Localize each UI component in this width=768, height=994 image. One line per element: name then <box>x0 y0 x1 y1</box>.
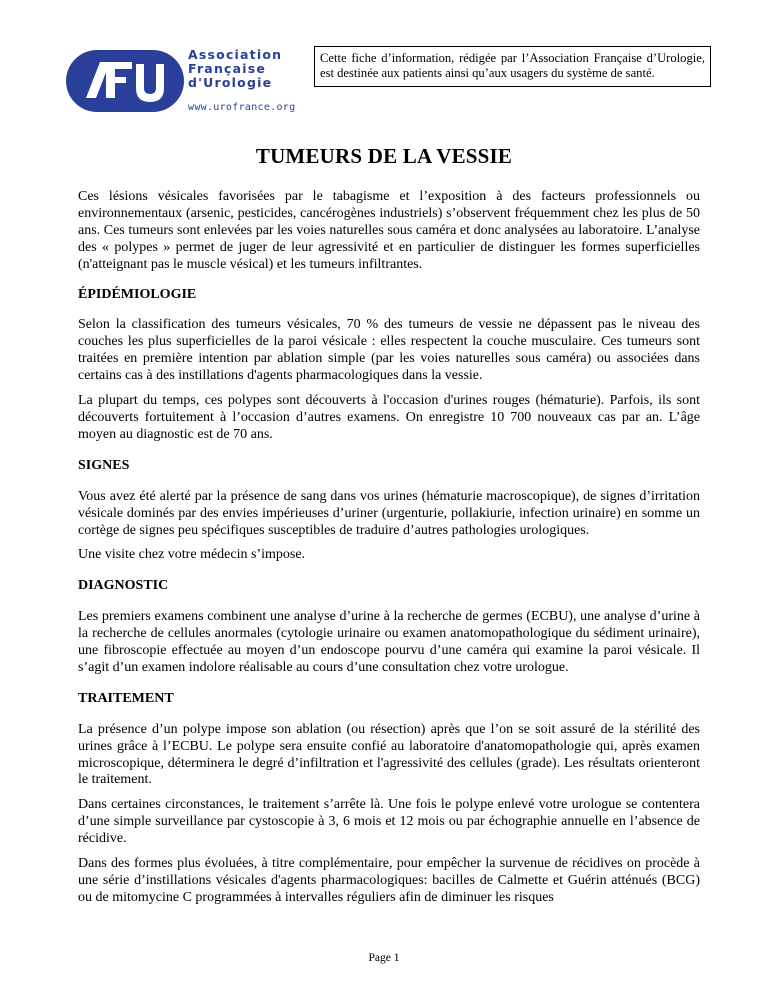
section-heading-diagnostic: DIAGNOSTIC <box>78 578 169 594</box>
document-body <box>78 189 700 915</box>
logo-url: www.urofrance.org <box>188 102 296 113</box>
paragraph: La présence d’un polype impose son ablation (ou résection) après que l’on se soit assuré de la stérilité des urines grâce à l’ECBU. Le polype sera ensuite confié au laboratoire d'anatomopathologie qui, après examen microscopique, déterminera le degré d’infiltration et l'agressivité des cellules (grade). Les résultats orienteront le traitement. <box>78 721 700 788</box>
section-heading-signes: SIGNES <box>78 457 130 473</box>
logo-wordmark <box>188 48 282 90</box>
header <box>66 46 705 120</box>
page-number: Page 1 <box>368 952 400 964</box>
logo-line-1: Association <box>188 47 283 62</box>
logo-line-2: Française <box>188 61 267 76</box>
paragraph: La plupart du temps, ces polypes sont découverts à l'occasion d'urines rouges (hématurie). Parfois, ils sont découverts fortuitement à l’occasion d’autres examens. On enregistre 10 700 nouveaux cas par an. L’âge moyen au diagnostic est de 70 ans. <box>78 393 700 442</box>
intro-paragraph: Ces lésions vésicales favorisées par le tabagisme et l’exposition à des facteurs professionnels ou environnementaux (arsenic, pesticides, cancérogènes industriels) s’observent fréquemment chez les plus de 50 ans. Ces tumeurs sont enlevées par les voies naturelles sous caméra et donc analysées au laboratoire. L’analyse des « polypes » permet de juger de leur agressivité et en particulier de distinguer les formes superficielles (n'atteignant pas le muscle vésical) et les tumeurs infiltrantes. <box>78 189 700 272</box>
paragraph: Dans certaines circonstances, le traitement s’arrête là. Une fois le polype enlevé votre urologue se contentera d’une simple surveillance par cystoscopie à 3, 6 mois et 12 mois ou par échographie annuelle en l’absence de récidive. <box>78 797 700 847</box>
paragraph: Vous avez été alerté par la présence de sang dans vos urines (hématurie macroscopique), de signes d’irritation vésicale dominés par des envies impérieuses d’uriner (urgenturie, pollakiurie, infection urinaire) en somme un cortège de signes peu spécifiques susceptibles de traduire d’autres pathologies urologiques. <box>78 488 700 538</box>
paragraph: Une visite chez votre médecin s’impose. <box>78 547 306 563</box>
page-title: TUMEURS DE LA VESSIE <box>255 144 513 168</box>
info-box: Cette fiche d’information, rédigée par l’Association Française d’Urologie, est destinée aux patients ainsi qu’aux usagers du système de santé. <box>314 46 711 87</box>
section-heading-traitement: TRAITEMENT <box>78 690 174 706</box>
afu-emblem-icon <box>66 50 184 112</box>
logo-line-3: d'Urologie <box>188 75 273 90</box>
paragraph: Les premiers examens combinent une analyse d’urine à la recherche de germes (ECBU), une analyse d’urine à la recherche de cellules anormales (cytologie urinaire ou examen anatomopathologique du sédiment urinaire), une fibroscopie effectuée au moyen d’un endoscope pourvu d’une caméra qui examine la paroi vésicale. Il s’agit d’un examen indolore réalisable au cours d’une consultation chez votre urologue. <box>78 609 700 675</box>
paragraph: Selon la classification des tumeurs vésicales, 70 % des tumeurs de vessie ne dépassent pas le niveau des couches les plus superficielles de la paroi vésicale : elles respectent la couche musculaire. Ces tumeurs sont traitées en première intention par ablation simple (par les voies naturelles sous caméra) ou associées dans certains cas à des instillations d'agents pharmacologiques dans la vessie. <box>78 317 700 384</box>
afu-logo <box>66 46 296 120</box>
paragraph: Dans des formes plus évoluées, à titre complémentaire, pour empêcher la survenue de récidives on procède à une série d’instillations vésicales d'agents pharmacologiques: bacilles de Calmette et Guérin atténués (BCG) ou de mitomycine C programmées à intervalles réguliers afin de diminuer les risques <box>78 856 700 905</box>
section-heading-epidemiologie: ÉPIDÉMIOLOGIE <box>78 286 197 302</box>
